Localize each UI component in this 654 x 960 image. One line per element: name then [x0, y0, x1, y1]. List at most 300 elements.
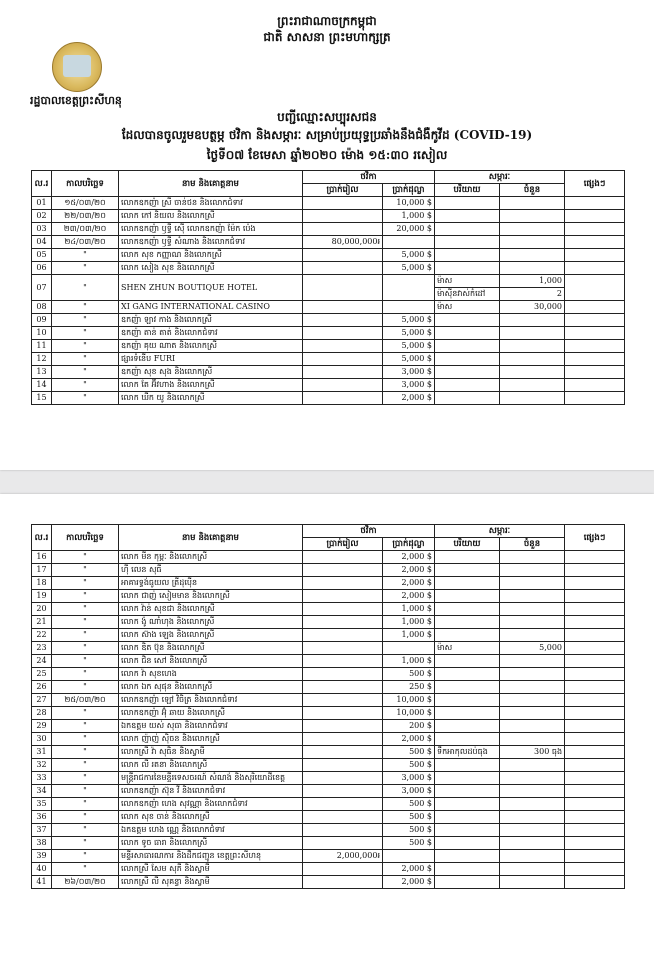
row-number: 10 — [32, 327, 52, 340]
row-usd: 3,000 $ — [383, 366, 435, 379]
row-material-desc: ម៉ាស៊ីនវាស់កំដៅ — [435, 288, 500, 301]
row-riel — [303, 564, 383, 577]
row-usd: 500 $ — [383, 746, 435, 759]
row-date: " — [52, 551, 119, 564]
row-material-qty — [500, 366, 565, 379]
row-other — [565, 876, 625, 889]
row-name: លោកឧកញ៉ា ឫទ្ធី សំណាង និងលោកជំទាវ — [119, 236, 303, 249]
row-name: SHEN ZHUN BOUTIQUE HOTEL — [119, 275, 303, 301]
row-other — [565, 275, 625, 301]
row-usd: 2,000 $ — [383, 551, 435, 564]
row-date: ២២/០៣/២០ — [52, 210, 119, 223]
table-row — [32, 577, 625, 590]
row-material-qty — [500, 837, 565, 850]
row-name: ឯកឧត្តម ហេង ណ្ណេ និងលោកជំទាវ — [119, 824, 303, 837]
row-name: ឧកញ៉ា សុខ សុង និងលោកស្រី — [119, 366, 303, 379]
row-riel — [303, 551, 383, 564]
row-date: " — [52, 863, 119, 876]
row-usd: 2,000 $ — [383, 733, 435, 746]
row-date: " — [52, 824, 119, 837]
row-riel: 2,000,000៛ — [303, 850, 383, 863]
row-usd: 500 $ — [383, 824, 435, 837]
col-other: ផ្សេងៗ — [565, 171, 625, 197]
row-other — [565, 629, 625, 642]
document-title: បញ្ជីឈ្មោះសប្បុរសជន — [277, 110, 377, 124]
row-number: 27 — [32, 694, 52, 707]
row-material-desc — [435, 759, 500, 772]
col-other: ផ្សេងៗ — [565, 525, 625, 551]
row-material-desc — [435, 707, 500, 720]
row-riel — [303, 772, 383, 785]
row-name: ផ្សារទំនើប FURI — [119, 353, 303, 366]
row-material-desc — [435, 694, 500, 707]
row-riel — [303, 262, 383, 275]
row-date: " — [52, 720, 119, 733]
row-usd: 2,000 $ — [383, 876, 435, 889]
row-material-desc — [435, 577, 500, 590]
row-number: 39 — [32, 850, 52, 863]
document-date: ថ្ងៃទី០៧ ខែមេសា ឆ្នាំ២០២០ ម៉ោង ១៥:៣០ រសៀល — [206, 148, 448, 162]
col-material: សម្ភារៈ — [435, 171, 565, 184]
row-material-qty — [500, 262, 565, 275]
row-usd: 2,000 $ — [383, 564, 435, 577]
row-other — [565, 340, 625, 353]
row-material-desc — [435, 353, 500, 366]
row-date: ២៥/០៣/២០ — [52, 694, 119, 707]
row-material-qty — [500, 863, 565, 876]
row-riel — [303, 655, 383, 668]
row-number: 26 — [32, 681, 52, 694]
row-number: 33 — [32, 772, 52, 785]
row-riel — [303, 392, 383, 405]
row-usd: 5,000 $ — [383, 262, 435, 275]
row-riel — [303, 210, 383, 223]
row-material-desc — [435, 811, 500, 824]
row-material-qty — [500, 327, 565, 340]
row-riel — [303, 379, 383, 392]
row-usd: 1,000 $ — [383, 210, 435, 223]
row-other — [565, 236, 625, 249]
row-date: " — [52, 392, 119, 405]
table-row — [32, 785, 625, 798]
row-number: 36 — [32, 811, 52, 824]
row-usd: 5,000 $ — [383, 353, 435, 366]
table-row — [32, 668, 625, 681]
row-number: 17 — [32, 564, 52, 577]
row-usd: 2,000 $ — [383, 392, 435, 405]
table-row — [32, 366, 625, 379]
row-name: លោក ង៉ូ ណាំហុង និងលោកស្រី — [119, 616, 303, 629]
table-row — [32, 197, 625, 210]
table-row — [32, 551, 625, 564]
row-number: 41 — [32, 876, 52, 889]
row-number: 21 — [32, 616, 52, 629]
row-other — [565, 772, 625, 785]
row-number: 23 — [32, 642, 52, 655]
row-riel — [303, 824, 383, 837]
row-other — [565, 707, 625, 720]
row-material-desc — [435, 655, 500, 668]
row-material-desc — [435, 785, 500, 798]
row-usd: 500 $ — [383, 837, 435, 850]
row-usd: 2,000 $ — [383, 863, 435, 876]
row-material-qty — [500, 811, 565, 824]
row-usd — [383, 850, 435, 863]
row-number: 22 — [32, 629, 52, 642]
row-number: 02 — [32, 210, 52, 223]
row-material-desc — [435, 837, 500, 850]
row-material-desc — [435, 590, 500, 603]
row-number: 12 — [32, 353, 52, 366]
row-name: លោក ឯក សុផុន និងលោកស្រី — [119, 681, 303, 694]
row-number: 30 — [32, 733, 52, 746]
table-row — [32, 837, 625, 850]
row-material-desc — [435, 629, 500, 642]
row-riel — [303, 863, 383, 876]
row-name: មន្ត្រីរាជការនៃមន្ទីរទេសចរណ៍ សំណង់ និងសុរិយោដីខេត្ត — [119, 772, 303, 785]
row-name: លោកស្រី សែម សុភី និងស្វាមី — [119, 863, 303, 876]
row-material-desc — [435, 772, 500, 785]
row-name: ឧកញ៉ា គុយ ណាត និងលោកស្រី — [119, 340, 303, 353]
row-material-qty — [500, 551, 565, 564]
row-usd — [383, 236, 435, 249]
row-name: ឧកញ៉ា តាន់ តាត់ និងលោកជំទាវ — [119, 327, 303, 340]
row-material-qty — [500, 759, 565, 772]
row-material-desc — [435, 876, 500, 889]
row-riel — [303, 876, 383, 889]
row-name: ឯកឧត្តម យស់ សុធា និងលោកជំទាវ — [119, 720, 303, 733]
row-other — [565, 564, 625, 577]
row-other — [565, 746, 625, 759]
row-riel — [303, 577, 383, 590]
row-material-qty: 30,000 — [500, 301, 565, 314]
issuing-authority: រដ្ឋបាលខេត្តព្រះសីហនុ — [30, 94, 122, 107]
row-date: " — [52, 379, 119, 392]
row-other — [565, 785, 625, 798]
row-other — [565, 379, 625, 392]
row-riel — [303, 603, 383, 616]
row-other — [565, 197, 625, 210]
row-material-qty — [500, 223, 565, 236]
row-name: លោក ឃីក យូ និងលោកស្រី — [119, 392, 303, 405]
row-date: " — [52, 616, 119, 629]
row-material-desc — [435, 616, 500, 629]
row-material-desc — [435, 798, 500, 811]
row-number: 32 — [32, 759, 52, 772]
row-material-qty — [500, 249, 565, 262]
row-usd: 20,000 $ — [383, 223, 435, 236]
row-material-desc: ម៉ាស — [435, 301, 500, 314]
row-usd: 5,000 $ — [383, 327, 435, 340]
row-other — [565, 314, 625, 327]
table-row — [32, 694, 625, 707]
row-material-desc — [435, 262, 500, 275]
col-cash: ថវិកា — [303, 171, 435, 184]
row-material-qty — [500, 668, 565, 681]
row-other — [565, 590, 625, 603]
row-date: " — [52, 785, 119, 798]
table-row — [32, 236, 625, 249]
row-material-desc — [435, 197, 500, 210]
table-row — [32, 863, 625, 876]
table-row — [32, 720, 625, 733]
row-usd: 5,000 $ — [383, 314, 435, 327]
row-date: ២៦/០៣/២០ — [52, 876, 119, 889]
row-riel — [303, 629, 383, 642]
row-material-desc — [435, 733, 500, 746]
row-riel — [303, 642, 383, 655]
row-material-qty — [500, 720, 565, 733]
row-material-desc: ម៉ាស — [435, 642, 500, 655]
row-material-desc — [435, 327, 500, 340]
row-date: " — [52, 603, 119, 616]
row-material-qty — [500, 603, 565, 616]
row-riel — [303, 720, 383, 733]
row-material-desc — [435, 668, 500, 681]
row-number: 14 — [32, 379, 52, 392]
row-material-qty — [500, 772, 565, 785]
row-riel — [303, 366, 383, 379]
row-other — [565, 223, 625, 236]
row-name: លោកឧកញ៉ា ហេង សុវណ្ណា និងលោកជំទាវ — [119, 798, 303, 811]
row-usd: 2,000 $ — [383, 590, 435, 603]
row-material-qty — [500, 314, 565, 327]
row-material-desc — [435, 366, 500, 379]
table-row — [32, 327, 625, 340]
row-riel — [303, 759, 383, 772]
row-other — [565, 262, 625, 275]
row-date: " — [52, 340, 119, 353]
col-desc: បរិយាយ — [435, 538, 500, 551]
row-other — [565, 720, 625, 733]
row-usd: 10,000 $ — [383, 694, 435, 707]
row-material-desc — [435, 223, 500, 236]
row-usd — [383, 275, 435, 301]
row-usd: 500 $ — [383, 811, 435, 824]
row-riel — [303, 837, 383, 850]
row-date: " — [52, 249, 119, 262]
row-number: 35 — [32, 798, 52, 811]
row-date: " — [52, 759, 119, 772]
row-number: 25 — [32, 668, 52, 681]
row-name: លោក ឌិត ប៊ុន និងលោកស្រី — [119, 642, 303, 655]
row-usd: 10,000 $ — [383, 197, 435, 210]
table-row — [32, 772, 625, 785]
row-material-desc — [435, 314, 500, 327]
row-other — [565, 210, 625, 223]
row-date: " — [52, 642, 119, 655]
row-number: 31 — [32, 746, 52, 759]
row-other — [565, 850, 625, 863]
row-usd: 10,000 $ — [383, 707, 435, 720]
row-date: " — [52, 577, 119, 590]
row-name: លោក ញ៉ាញ់ ស៊ិចន និងលោកស្រី — [119, 733, 303, 746]
table-row — [32, 707, 625, 720]
row-usd: 500 $ — [383, 759, 435, 772]
row-material-desc — [435, 850, 500, 863]
row-riel — [303, 275, 383, 301]
row-riel — [303, 327, 383, 340]
row-material-desc — [435, 603, 500, 616]
row-name: លោក វ៉ាន់ សុខជា និងលោកស្រី — [119, 603, 303, 616]
row-date: " — [52, 564, 119, 577]
row-number: 16 — [32, 551, 52, 564]
row-material-desc: ម៉ាស — [435, 275, 500, 288]
row-other — [565, 353, 625, 366]
row-other — [565, 798, 625, 811]
row-number: 40 — [32, 863, 52, 876]
row-name: លោកស្រី វ៉ា សុធិន និងស្វាមី — [119, 746, 303, 759]
table-row — [32, 824, 625, 837]
row-date: " — [52, 314, 119, 327]
table-row — [32, 340, 625, 353]
row-riel — [303, 681, 383, 694]
row-riel — [303, 668, 383, 681]
row-material-qty: 5,000 — [500, 642, 565, 655]
col-qty: ចំនួន — [500, 184, 565, 197]
donor-table-1 — [31, 170, 625, 405]
row-number: 19 — [32, 590, 52, 603]
row-material-qty — [500, 629, 565, 642]
row-number: 07 — [32, 275, 52, 301]
table-row — [32, 681, 625, 694]
row-riel — [303, 249, 383, 262]
row-other — [565, 837, 625, 850]
table-row — [32, 275, 625, 288]
row-name: ហ៊ី លេន សុធី — [119, 564, 303, 577]
row-material-desc: ទឹកអាកុលដប់ធុង — [435, 746, 500, 759]
row-material-desc — [435, 681, 500, 694]
row-riel — [303, 811, 383, 824]
row-other — [565, 681, 625, 694]
row-date: " — [52, 681, 119, 694]
table-row — [32, 564, 625, 577]
row-name: លោកស្រី លី សុគន្ធា និងស្វាមី — [119, 876, 303, 889]
row-name: លោក ស៊ាង ឡេង និងលោកស្រី — [119, 629, 303, 642]
row-other — [565, 366, 625, 379]
row-material-qty — [500, 564, 565, 577]
kingdom-title: ព្រះរាជាណាចក្រកម្ពុជា — [277, 14, 377, 28]
row-name: អាគារទ្វង់ធូយល ត្រីដុប៉ើន — [119, 577, 303, 590]
row-material-qty — [500, 733, 565, 746]
row-material-qty — [500, 707, 565, 720]
row-riel — [303, 616, 383, 629]
row-number: 11 — [32, 340, 52, 353]
row-number: 37 — [32, 824, 52, 837]
row-name: លោក សុខ កញ្ញាណ និងលោកស្រី — [119, 249, 303, 262]
table-row — [32, 616, 625, 629]
row-usd: 250 $ — [383, 681, 435, 694]
row-usd: 1,000 $ — [383, 603, 435, 616]
row-material-qty — [500, 590, 565, 603]
row-number: 38 — [32, 837, 52, 850]
row-number: 01 — [32, 197, 52, 210]
row-name: លោក ទូច ធារា និងលោកស្រី — [119, 837, 303, 850]
row-date: " — [52, 275, 119, 301]
row-date: " — [52, 733, 119, 746]
row-name: លោកឧកញ៉ា អ៊ុំ ឆាយ និងលោកស្រី — [119, 707, 303, 720]
row-riel — [303, 785, 383, 798]
row-material-qty — [500, 236, 565, 249]
table-row — [32, 642, 625, 655]
row-date: " — [52, 353, 119, 366]
table-row — [32, 590, 625, 603]
row-number: 18 — [32, 577, 52, 590]
nation-motto: ជាតិ សាសនា ព្រះមហាក្សត្រ — [263, 30, 391, 44]
row-number: 04 — [32, 236, 52, 249]
col-date: កាលបរិច្ឆេទ — [52, 171, 119, 197]
row-usd: 5,000 $ — [383, 340, 435, 353]
row-material-desc — [435, 863, 500, 876]
row-usd: 500 $ — [383, 798, 435, 811]
row-material-qty: 1,000 — [500, 275, 565, 288]
row-other — [565, 577, 625, 590]
row-material-qty — [500, 577, 565, 590]
row-name: លោកឧកញ៉ា ស្រី ចាន់ថន និងលោកជំទាវ — [119, 197, 303, 210]
row-date: " — [52, 629, 119, 642]
row-other — [565, 759, 625, 772]
row-material-desc — [435, 551, 500, 564]
row-other — [565, 733, 625, 746]
col-riel: ប្រាក់រៀល — [303, 538, 383, 551]
col-usd: ប្រាក់ដុល្លា — [383, 184, 435, 197]
row-number: 34 — [32, 785, 52, 798]
row-riel — [303, 314, 383, 327]
table-row — [32, 603, 625, 616]
row-date: " — [52, 772, 119, 785]
row-name: លោកឧកញ៉ា ឫទ្ធី ស៊ើ លោកឧកញ៉ា ម៉ែក ប៉េង — [119, 223, 303, 236]
row-date: " — [52, 850, 119, 863]
row-usd: 1,000 $ — [383, 629, 435, 642]
row-other — [565, 668, 625, 681]
table-row — [32, 314, 625, 327]
table-row — [32, 249, 625, 262]
col-riel: ប្រាក់រៀល — [303, 184, 383, 197]
row-date: " — [52, 798, 119, 811]
row-usd: 3,000 $ — [383, 379, 435, 392]
row-name: លោក វ៉ា សុខហេង — [119, 668, 303, 681]
donor-table-2 — [31, 524, 625, 889]
row-riel — [303, 223, 383, 236]
row-riel — [303, 590, 383, 603]
row-other — [565, 327, 625, 340]
row-date: " — [52, 668, 119, 681]
row-name: ឧកញ៉ា ឡាវ កាង និងលោកស្រី — [119, 314, 303, 327]
row-usd — [383, 642, 435, 655]
row-number: 03 — [32, 223, 52, 236]
table-row — [32, 262, 625, 275]
row-material-desc — [435, 379, 500, 392]
row-other — [565, 301, 625, 314]
row-riel — [303, 353, 383, 366]
row-other — [565, 694, 625, 707]
document-subtitle: ដែលបានចូលរួមឧបត្ថម្ភ ថវិកា និងសម្ភារៈ សម្រាប់ប្រយុទ្ធប្រឆាំងនឹងជំងឺកូវីដ (COVID-19) — [121, 128, 533, 142]
row-other — [565, 655, 625, 668]
row-number: 20 — [32, 603, 52, 616]
row-usd — [383, 301, 435, 314]
row-date: " — [52, 262, 119, 275]
row-material-qty — [500, 798, 565, 811]
row-usd: 1,000 $ — [383, 655, 435, 668]
row-other — [565, 642, 625, 655]
row-number: 29 — [32, 720, 52, 733]
table-row — [32, 655, 625, 668]
row-date: " — [52, 707, 119, 720]
row-other — [565, 824, 625, 837]
row-riel — [303, 746, 383, 759]
table-row — [32, 629, 625, 642]
row-usd: 2,000 $ — [383, 577, 435, 590]
